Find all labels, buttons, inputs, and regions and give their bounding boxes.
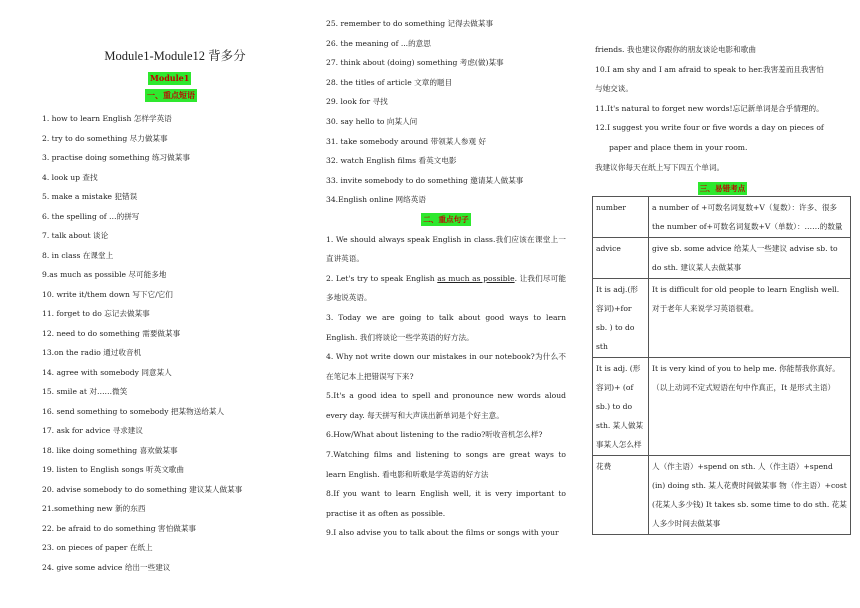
sentence: 1. We should always speak English in class.我们应该在课堂上一直讲英语。 [326,234,566,264]
sentence: 6.How/What about listening to the radio?听收音机怎么样? [326,430,543,440]
table-key: advice [593,238,649,279]
table-key: It is adj. (形容词)+ (of sb.) to do sth. 某人做某事某人怎么样 [593,358,649,456]
document-title: Module1-Module12 背多分 [104,49,246,63]
table-key: 花费 [593,456,649,535]
list-item: 17. ask for advice 寻求建议 [42,426,143,435]
sentence: 3. Today we are going to talk about good ways to learn English. 我们将谈论一些学英语的好方法。 [326,312,566,342]
sentence-line: 12.I suggest you write four or five words a day on pieces of [595,123,824,133]
table-value: 人（作主语）+spend on sth. 人（作主语）+spend (in) doing sth. 某人花费时间做某事 物（作主语）+cost (花某人多少钱) It takes sb. some time to do sth. 花某人多少时间去做某事 [649,456,851,535]
list-item: 22. be afraid to do something 害怕做某事 [42,523,197,533]
right-column [595,40,850,199]
list-item: 25. remember to do something 记得去做某事 [326,19,494,28]
sentence-line: paper and place them in your room. [609,142,748,152]
list-item: 30. say hello to 向某人问 [326,116,418,126]
table-key: It is adj.(形容词)+for sb. ) to do sth [593,279,649,358]
list-item: 7. talk about 谈论 [42,231,109,240]
module-label: Module1 [150,73,190,83]
table-row [593,279,851,358]
sentence-part: . 让我们尽可能多地说英语。 [326,273,567,303]
sentence-line: friends. 我也建议你跟你的朋友谈论电影和歌曲 [595,45,756,54]
list-item: 12. need to do something 需要做某事 [42,328,181,338]
list-item: 18. like doing something 喜欢做某事 [42,445,178,455]
phrase-list [42,109,242,577]
table-value: It is difficult for old people to learn English well. 对于老年人来说学习英语很难。 [649,279,851,358]
table-row [593,238,851,279]
table-row [593,358,851,456]
list-item: 5. make a mistake 犯错误 [42,192,138,201]
list-item: 31. take somebody around 带领某人参观 好 [326,136,487,146]
sentence [326,269,566,308]
sentence-part: 2. Let's try to speak English [326,273,438,283]
table-value: It is very kind of you to help me. 你能帮我你真好。（以上动词不定式短语在句中作真正，It 是形式主语） [649,358,851,456]
middle-column [326,14,566,543]
list-item: 4. look up 查找 [42,172,98,182]
pitfalls-table [592,196,851,535]
table-row [593,197,851,238]
list-item: 2. try to do something 尽力做某事 [42,133,168,143]
list-item: 10. write it/them down 写下它/它们 [42,289,173,299]
list-item: 33. invite somebody to do something 邀请某人做某事 [326,175,524,185]
list-item: 1. how to learn English 怎样学英语 [42,114,172,123]
list-item: 11. forget to do 忘记去做某事 [42,309,150,318]
table-value: a number of +可数名词复数+V（复数）：许多、很多 the number of+可数名词复数+V（单数）：……的数量 [649,197,851,238]
list-item: 21.something new 新的东西 [42,504,146,513]
list-item: 24. give some advice 给出一些建议 [42,562,171,572]
sentence-line: 与她交谈。 [595,84,633,94]
list-item: 28. the titles of article 文章的题目 [326,77,453,87]
sentence-line: 10.I am shy and I am afraid to speak to her.我害羞而且我害怕 [595,64,824,74]
sentence: 7.Watching films and listening to songs are great ways to learn English. 看电影和听歌是学英语的好方法 [326,450,566,479]
list-item: 6. the spelling of …的拼写 [42,211,140,221]
list-item: 13.on the radio 通过收音机 [42,348,142,357]
section-heading-pitfalls: 三、易错考点 [699,184,746,194]
section-heading-phrases: 一、重点短语 [147,90,195,100]
list-item: 19. listen to English songs 听英文歌曲 [42,465,184,474]
sentence: 9.I also advise you to talk about the films or songs with your [326,528,559,538]
list-item: 23. on pieces of paper 在纸上 [42,543,153,552]
list-item: 26. the meaning of ...的意思 [326,38,431,48]
sentence-line: 我建议你每天在纸上写下四五个单词。 [595,162,725,172]
sentence-line: 11.It's natural to forget new words!忘记新单词是合乎情理的。 [595,103,824,113]
sentence: 4. Why not write down our mistakes in our notebook?为什么不在笔记本上把错误写下来? [326,352,566,381]
list-item: 32. watch English films 看英文电影 [326,156,457,166]
underlined-phrase: as much as possible [437,273,515,283]
table-row [593,456,851,535]
list-item: 14. agree with somebody 同意某人 [42,367,172,377]
list-item: 27. think about (doing) something 考虑(做)某事 [326,58,504,68]
section-heading-sentences: 二、重点句子 [423,214,469,224]
sentence: 8.If you want to learn English well, it is very important to practise it as often as possible. [326,489,566,518]
list-item: 9.as much as possible 尽可能多地 [42,270,167,279]
table-value: give sb. some advice 给某人一些建议 advise sb. to do sth. 建议某人去做某事 [649,238,851,279]
sentence: 5.It's a good idea to spell and pronounce new words aloud every day. 每天拼写和大声读出新单词是个好主意。 [326,391,566,420]
list-item: 3. practise doing something 练习做某事 [42,153,190,162]
table-key: number [593,197,649,238]
list-item: 29. look for 寻找 [326,97,388,107]
list-item: 34.English online 网络英语 [326,195,426,205]
list-item: 8. in class 在课堂上 [42,250,114,260]
list-item: 20. advise somebody to do something 建议某人做某事 [42,484,243,494]
list-item: 15. smile at 对……微笑 [42,387,128,396]
list-item: 16. send something to somebody 把某物送给某人 [42,406,225,416]
